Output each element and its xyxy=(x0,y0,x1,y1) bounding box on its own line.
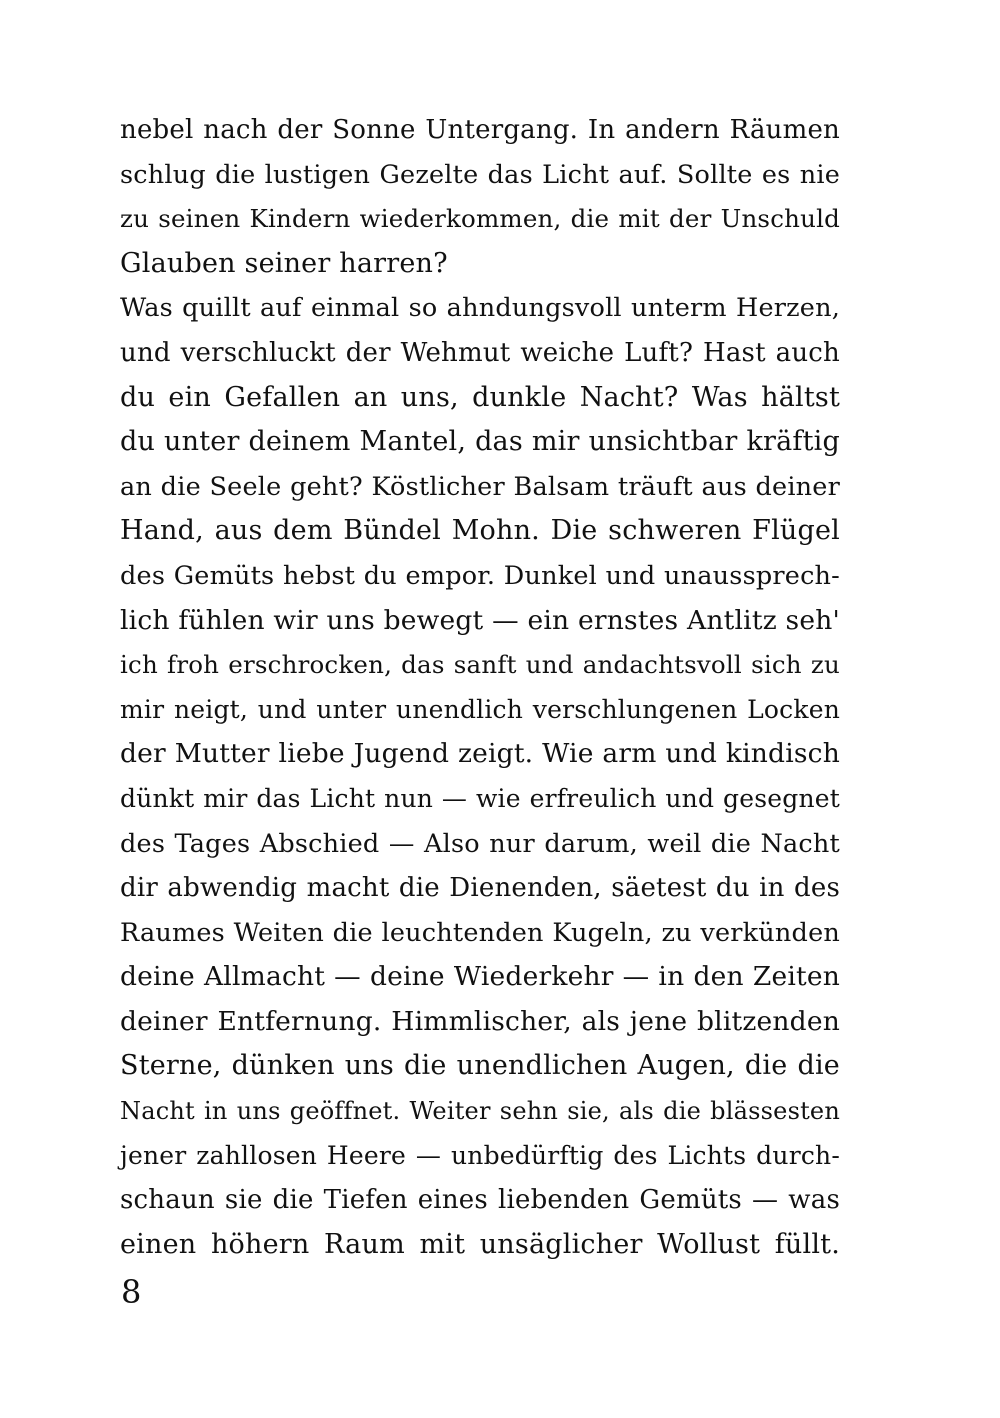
text-line: Was quillt auf einmal so ahndungsvoll unterm Herzen, xyxy=(120,293,840,324)
text-line: nebel nach der Sonne Untergang. In andern Räumen xyxy=(120,115,840,145)
text-line: mir neigt, und unter unendlich verschlungenen Locken xyxy=(120,694,840,724)
text-line: jener zahllosen Heere — unbedürftig des Lichts durch- xyxy=(120,1140,840,1170)
text-line: deine Allmacht — deine Wiederkehr — in den Zeiten xyxy=(120,961,840,993)
text-line: du unter deinem Mantel, das mir unsichtbar kräftig xyxy=(120,426,840,458)
text-line: zu seinen Kindern wiederkommen, die mit der Unschuld xyxy=(120,204,840,234)
text-line: dünkt mir das Licht nun — wie erfreulich und gesegnet xyxy=(120,783,840,813)
text-line: einen höhern Raum mit unsäglicher Wollust füllt. xyxy=(120,1228,840,1260)
text-line: Hand, aus dem Bündel Mohn. Die schweren Flügel xyxy=(120,515,840,547)
text-line: an die Seele geht? Köstlicher Balsam träuft aus deiner xyxy=(120,471,840,502)
text-line: schaun sie die Tiefen eines liebenden Gemüts — was xyxy=(120,1185,840,1216)
text-line: deiner Entfernung. Himmlischer, als jene blitzenden xyxy=(120,1005,840,1037)
text-line: des Tages Abschied — Also nur darum, weil die Nacht xyxy=(120,828,840,859)
text-line: Raumes Weiten die leuchtenden Kugeln, zu verkünden xyxy=(120,917,840,948)
body-text xyxy=(120,108,840,1267)
text-line: und verschluckt der Wehmut weiche Luft? Hast auch xyxy=(120,337,840,368)
text-line: lich fühlen wir uns bewegt — ein ernstes Antlitz seh' xyxy=(120,604,840,636)
text-line: Nacht in uns geöffnet. Weiter sehn sie, als die blässesten xyxy=(120,1097,840,1126)
text-line: schlug die lustigen Gezelte das Licht auf. Sollte es nie xyxy=(120,159,840,190)
text-line: Glauben seiner harren? xyxy=(120,247,448,279)
text-line: du ein Gefallen an uns, dunkle Nacht? Was hältst xyxy=(120,381,840,413)
text-line: Sterne, dünken uns die unendlichen Augen, die die xyxy=(120,1050,840,1082)
text-line: dir abwendig macht die Dienenden, säetest du in des xyxy=(120,873,840,904)
text-line: ich froh erschrocken, das sanft und andachtsvoll sich zu xyxy=(120,650,840,680)
text-line: der Mutter liebe Jugend zeigt. Wie arm und kindisch xyxy=(120,738,840,770)
text-line: des Gemüts hebst du empor. Dunkel und unaussprech- xyxy=(120,560,840,591)
page-number: 8 xyxy=(121,1273,142,1311)
